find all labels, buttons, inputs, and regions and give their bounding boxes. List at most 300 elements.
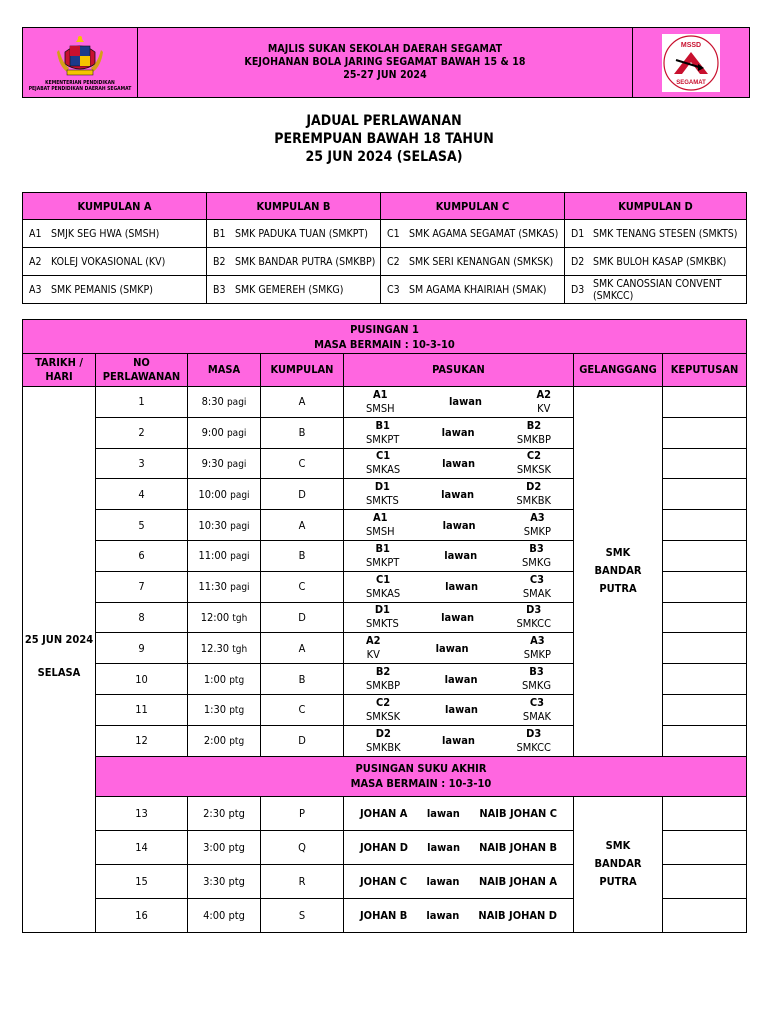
match-teams [344, 510, 574, 541]
final-match-row [23, 796, 747, 830]
time-unit: ptg [229, 705, 245, 717]
match-group: S [261, 898, 344, 932]
match-teams [344, 898, 574, 932]
home-team-abbr: SMKBP [366, 679, 401, 693]
time-unit: pagi [226, 458, 247, 470]
group-team [565, 276, 746, 303]
home-team-code: A1 [373, 387, 388, 401]
away-team-abbr: SMKCC [516, 617, 551, 631]
match-time [188, 479, 261, 510]
away-team [517, 449, 551, 477]
match-number: 9 [96, 633, 188, 664]
match-result [663, 479, 747, 510]
round2-title: PUSINGAN SUKU AKHIR [355, 762, 487, 776]
versus-label: lawan [445, 703, 478, 717]
teams-row [344, 542, 573, 570]
versus-label: lawan [435, 641, 469, 655]
match-group: P [261, 796, 344, 830]
away-team-abbr: KV [537, 401, 551, 415]
match-number: 8 [96, 602, 188, 633]
group-team-cell [23, 276, 207, 304]
versus-label: lawan [444, 549, 478, 563]
match-teams [344, 664, 574, 695]
away-team [516, 603, 551, 631]
match-time [188, 725, 261, 756]
home-team-code: B2 [375, 665, 391, 679]
match-group: A [261, 510, 344, 541]
time-unit: ptg [228, 806, 245, 820]
time-unit: ptg [228, 840, 245, 854]
match-time [188, 602, 261, 633]
time-value: 9:30 [201, 456, 224, 470]
match-teams [344, 864, 574, 898]
match-group: A [261, 387, 344, 418]
match-result [663, 540, 747, 571]
away-team-code: B2 [526, 418, 542, 432]
title-line-2: PEREMPUAN BAWAH 18 TAHUN [274, 131, 494, 147]
away-team [516, 480, 551, 508]
home-team [366, 388, 395, 416]
match-group: B [261, 664, 344, 695]
match-group: C [261, 448, 344, 479]
home-team [366, 634, 381, 662]
group-a-header: KUMPULAN A [23, 193, 207, 220]
teams-row [344, 388, 573, 416]
time-unit: pagi [226, 428, 247, 440]
away-team-code: C2 [526, 449, 542, 463]
match-date: 25 JUN 2024 [24, 633, 94, 646]
kpm-logo-cell [23, 28, 138, 98]
time-value: 12:00 [200, 610, 230, 624]
team-code: C1 [387, 227, 400, 240]
home-team-abbr: KV [366, 648, 380, 662]
home-team-abbr: SMKTS [366, 494, 399, 508]
match-group: Q [261, 830, 344, 864]
teams-row [344, 511, 573, 539]
home-team [366, 449, 400, 477]
match-teams [344, 633, 574, 664]
away-team [517, 419, 551, 447]
mssd-logo-text: MSSD [680, 41, 702, 49]
match-number: 14 [96, 830, 188, 864]
match-teams [344, 694, 574, 725]
mssd-segamat-logo-icon [662, 34, 720, 92]
match-time [188, 417, 261, 448]
organizer-name: MAJLIS SUKAN SEKOLAH DAERAH SEGAMAT [267, 43, 503, 55]
group-team [381, 220, 564, 247]
time-unit: pagi [230, 551, 250, 563]
match-time [188, 540, 261, 571]
away-team: NAIB JOHAN C [479, 806, 557, 820]
match-teams [344, 387, 574, 418]
page-title [0, 112, 768, 166]
team-code: B2 [213, 255, 226, 268]
match-result [663, 664, 747, 695]
match-result [663, 898, 747, 932]
match-result [663, 602, 747, 633]
teams-row [344, 875, 573, 888]
match-group: C [261, 694, 344, 725]
match-time [188, 664, 261, 695]
team-name: SMK BANDAR PUTRA (SMKBP) [235, 255, 376, 268]
time-unit: ptg [228, 874, 245, 888]
match-result [663, 417, 747, 448]
away-team-abbr: SMKBP [516, 432, 551, 446]
team-code: A1 [29, 227, 42, 240]
away-team [516, 727, 551, 755]
away-team-abbr: SMKG [522, 679, 551, 693]
col-match-no-header: NO PERLAWANAN [96, 354, 188, 387]
teams-row [344, 419, 573, 447]
group-team [207, 248, 380, 275]
teams-row [344, 573, 573, 601]
match-group: C [261, 571, 344, 602]
group-team-cell [207, 220, 381, 248]
match-time [188, 448, 261, 479]
home-team-abbr: SMSH [366, 401, 395, 415]
time-unit: pagi [230, 582, 250, 594]
versus-label: lawan [444, 672, 478, 686]
home-team-code: C1 [376, 572, 391, 586]
away-team-abbr: SMKSK [516, 463, 551, 477]
match-number: 3 [96, 448, 188, 479]
match-number: 7 [96, 571, 188, 602]
away-team-abbr: SMAK [522, 709, 551, 723]
teams-row [344, 603, 573, 631]
team-name: SMK PEMANIS (SMKP) [51, 283, 153, 296]
match-group: A [261, 633, 344, 664]
court-cell [574, 387, 663, 757]
match-number: 13 [96, 796, 188, 830]
home-team [366, 542, 399, 570]
team-code: B3 [213, 283, 226, 296]
away-team-abbr: SMKP [523, 525, 551, 539]
home-team-code: B1 [375, 418, 390, 432]
home-team-code: D2 [375, 726, 391, 740]
match-time [188, 510, 261, 541]
time-value: 11:00 [198, 549, 227, 563]
time-value: 1:00 [203, 672, 227, 686]
match-number: 12 [96, 725, 188, 756]
schedule-table [22, 319, 747, 933]
team-name: SMK PADUKA TUAN (SMKPT) [235, 227, 368, 240]
tournament-name: KEJOHANAN BOLA JARING SEGAMAT BAWAH 15 & 18 [244, 56, 526, 68]
home-team [366, 665, 400, 693]
teams-row [344, 449, 573, 477]
match-group: B [261, 417, 344, 448]
team-name: SMK SERI KENANGAN (SMKSK) [409, 255, 554, 268]
home-team-code: A1 [373, 511, 388, 525]
versus-label: lawan [449, 395, 482, 409]
teams-row [344, 727, 573, 755]
title-line-1: JADUAL PERLAWANAN [306, 113, 462, 129]
time-unit: pagi [230, 489, 250, 501]
kpm-label: KEMENTERIAN PENDIDIKAN [45, 79, 115, 86]
home-team-abbr: SMKSK [366, 709, 401, 723]
home-team-abbr: SMKPT [366, 432, 400, 446]
versus-label: lawan [426, 908, 460, 922]
segamat-logo-text: SEGAMAT [676, 79, 706, 86]
team-name: KOLEJ VOKASIONAL (KV) [51, 255, 166, 268]
away-team [523, 696, 551, 724]
match-result [663, 796, 747, 830]
match-number: 6 [96, 540, 188, 571]
time-unit: ptg [228, 908, 245, 922]
group-team-cell [381, 220, 565, 248]
time-unit: tgh [232, 612, 248, 624]
time-value: 12.30 [200, 641, 230, 655]
time-unit: tgh [232, 643, 248, 655]
team-name: SMK CANOSSIAN CONVENT (SMKCC) [593, 277, 722, 302]
home-team-code: D1 [374, 603, 390, 617]
match-teams [344, 448, 574, 479]
group-team-cell [381, 248, 565, 276]
group-team [23, 276, 206, 303]
home-team [366, 603, 399, 631]
time-unit: pagi [230, 520, 250, 532]
teams-row [344, 807, 573, 820]
away-team-abbr: SMKP [523, 648, 551, 662]
home-team-abbr: SMKPT [366, 555, 400, 569]
time-value: 8:30 [201, 395, 224, 409]
match-number: 11 [96, 694, 188, 725]
versus-label: lawan [426, 806, 460, 820]
col-court-header: GELANGGANG [574, 354, 663, 387]
home-team [366, 419, 399, 447]
team-code: D2 [571, 255, 585, 268]
home-team [366, 573, 400, 601]
away-team-code: C3 [529, 572, 545, 586]
versus-label: lawan [442, 518, 476, 532]
away-team-code: B3 [529, 665, 544, 679]
match-teams [344, 796, 574, 830]
home-team-abbr: SMKTS [366, 617, 399, 631]
group-team [23, 220, 206, 247]
group-team [23, 248, 206, 275]
match-teams [344, 540, 574, 571]
round2-header-row [23, 756, 747, 796]
team-code: D1 [571, 227, 585, 240]
teams-row [344, 480, 573, 508]
match-result [663, 830, 747, 864]
group-b-header: KUMPULAN B [207, 193, 381, 220]
away-team-code: B3 [529, 541, 544, 555]
home-team: JOHAN C [360, 874, 408, 888]
teams-row [344, 909, 573, 922]
versus-label: lawan [441, 487, 475, 501]
group-team-cell [207, 248, 381, 276]
home-team-code: D1 [374, 480, 390, 494]
match-number: 4 [96, 479, 188, 510]
round1-title: PUSINGAN 1 [350, 322, 419, 336]
match-teams [344, 417, 574, 448]
away-team-code: D3 [526, 603, 542, 617]
group-team [381, 276, 564, 303]
away-team: NAIB JOHAN A [478, 874, 557, 888]
date-block [23, 387, 95, 679]
home-team-abbr: SMKAS [366, 463, 401, 477]
match-group: D [261, 725, 344, 756]
match-time [188, 830, 261, 864]
match-teams [344, 571, 574, 602]
time-value: 4:00 [203, 908, 226, 922]
court-cell [574, 796, 663, 932]
home-team-code: B1 [375, 541, 390, 555]
group-team [565, 248, 746, 275]
match-number: 16 [96, 898, 188, 932]
away-team [536, 388, 551, 416]
round1-header [23, 320, 747, 354]
time-value: 9:00 [201, 426, 224, 440]
versus-label: lawan [445, 580, 478, 594]
away-team-abbr: SMKG [522, 555, 551, 569]
time-value: 2:00 [203, 734, 227, 748]
group-team-cell [23, 248, 207, 276]
teams-row [344, 841, 573, 854]
group-team [381, 248, 564, 275]
team-name: SMJK SEG HWA (SMSH) [51, 227, 160, 240]
versus-label: lawan [441, 610, 475, 624]
match-teams [344, 479, 574, 510]
match-group: B [261, 540, 344, 571]
match-row [23, 387, 747, 418]
group-d-header: KUMPULAN D [565, 193, 747, 220]
group-c-header: KUMPULAN C [381, 193, 565, 220]
versus-label: lawan [442, 734, 475, 748]
home-team-code: C2 [375, 695, 391, 709]
away-team [522, 665, 551, 693]
group-team-cell [565, 220, 747, 248]
match-time [188, 898, 261, 932]
teams-row [344, 634, 573, 662]
match-number: 2 [96, 417, 188, 448]
away-team-code: D3 [526, 726, 542, 740]
time-value: 10:00 [198, 487, 227, 501]
away-team-code: A3 [530, 634, 545, 648]
versus-label: lawan [441, 426, 475, 440]
match-time [188, 387, 261, 418]
versus-label: lawan [427, 840, 460, 854]
home-team-abbr: SMSH [366, 525, 395, 539]
group-team-cell [565, 276, 747, 304]
home-team: JOHAN D [360, 840, 408, 854]
tournament-dates: 25-27 JUN 2024 [343, 69, 427, 81]
away-team: NAIB JOHAN D [478, 908, 557, 922]
group-row [23, 220, 747, 248]
team-code: A2 [29, 255, 42, 268]
match-result [663, 864, 747, 898]
home-team [366, 696, 400, 724]
away-team-code: A2 [536, 387, 551, 401]
group-team [565, 220, 746, 247]
col-result-header: KEPUTUSAN [663, 354, 747, 387]
team-name: SMK BULOH KASAP (SMKBK) [593, 255, 727, 268]
match-number: 1 [96, 387, 188, 418]
group-row [23, 248, 747, 276]
home-team-abbr: SMKAS [366, 586, 401, 600]
match-time [188, 864, 261, 898]
time-unit: pagi [226, 397, 247, 409]
court-name: SMK BANDAR PUTRA [594, 839, 642, 889]
match-result [663, 571, 747, 602]
versus-label: lawan [442, 456, 475, 470]
time-value: 1:30 [203, 703, 227, 717]
match-time [188, 796, 261, 830]
col-teams-header: PASUKAN [344, 354, 574, 387]
match-time [188, 633, 261, 664]
match-day: SELASA [37, 666, 81, 679]
match-result [663, 725, 747, 756]
match-teams [344, 602, 574, 633]
team-name: SMK TENANG STESEN (SMKTS) [593, 227, 738, 240]
match-teams [344, 725, 574, 756]
home-team [366, 480, 399, 508]
match-result [663, 633, 747, 664]
team-code: D3 [571, 283, 585, 296]
away-team [524, 634, 551, 662]
group-team [207, 220, 380, 247]
away-team-abbr: SMKCC [516, 740, 551, 754]
group-team [207, 276, 380, 303]
team-name: SMK AGAMA SEGAMAT (SMKAS) [409, 227, 559, 240]
away-team-code: D2 [526, 480, 542, 494]
away-team [522, 542, 551, 570]
time-value: 10:30 [198, 518, 227, 532]
round1-play-time: MASA BERMAIN : 10-3-10 [314, 337, 455, 351]
ppd-label: PEJABAT PENDIDIKAN DAERAH SEGAMAT [28, 85, 132, 92]
teams-row [344, 696, 573, 724]
team-code: C2 [387, 255, 400, 268]
time-value: 11:30 [198, 580, 227, 594]
mssd-logo-cell [633, 28, 750, 98]
home-team [366, 511, 395, 539]
match-group: D [261, 602, 344, 633]
time-value: 2:30 [203, 806, 226, 820]
group-team-cell [381, 276, 565, 304]
header-title-cell [138, 28, 633, 98]
group-team-cell [23, 220, 207, 248]
match-time [188, 694, 261, 725]
match-number: 5 [96, 510, 188, 541]
header-banner [22, 27, 750, 98]
team-code: C3 [387, 283, 400, 296]
match-time [188, 571, 261, 602]
round2-play-time: MASA BERMAIN : 10-3-10 [350, 777, 492, 791]
away-team [524, 511, 551, 539]
title-line-3: 25 JUN 2024 (SELASA) [305, 149, 463, 165]
group-team-cell [565, 248, 747, 276]
home-team [366, 727, 401, 755]
court-name: SMK BANDAR PUTRA [594, 546, 642, 596]
team-code: A3 [29, 283, 42, 296]
teams-row [344, 665, 573, 693]
group-team-cell [207, 276, 381, 304]
team-code: B1 [213, 227, 226, 240]
home-team-abbr: SMKBK [366, 740, 401, 754]
match-number: 15 [96, 864, 188, 898]
col-group-header: KUMPULAN [261, 354, 344, 387]
away-team-abbr: SMKBK [516, 494, 551, 508]
match-result [663, 448, 747, 479]
match-result [663, 510, 747, 541]
date-spacer [23, 646, 95, 666]
groups-table [22, 192, 747, 304]
home-team: JOHAN A [360, 806, 408, 820]
match-result [663, 694, 747, 725]
time-value: 3:30 [203, 874, 226, 888]
home-team: JOHAN B [360, 908, 408, 922]
match-teams [344, 830, 574, 864]
